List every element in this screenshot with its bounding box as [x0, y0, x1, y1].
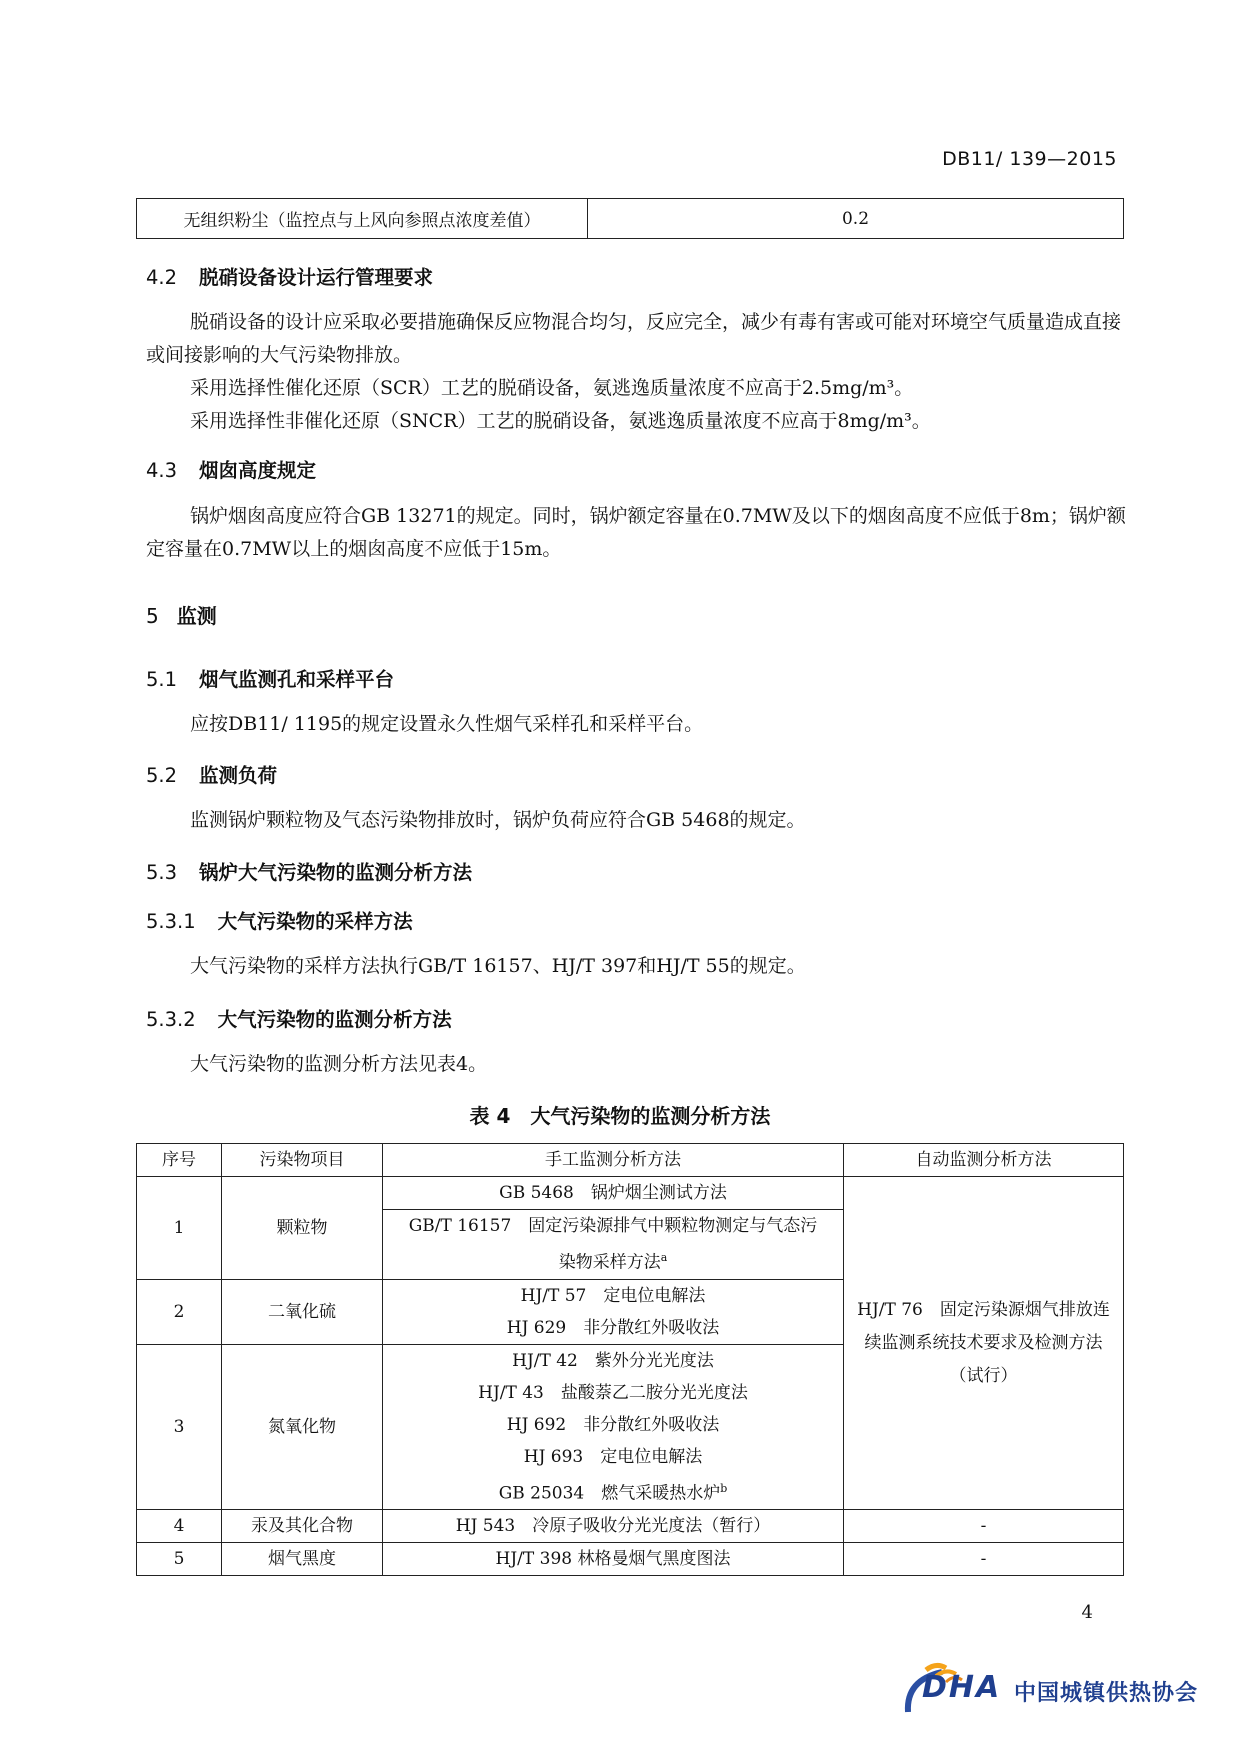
- section-heading-5: [146, 600, 217, 629]
- emission-limit-table-tail: [136, 198, 1124, 239]
- section-title: 脱硝设备设计运行管理要求: [199, 266, 434, 289]
- footnote-mark: b: [720, 1481, 728, 1495]
- paragraph-5-3-2-1: [146, 1048, 1126, 1081]
- section-heading-4-3: [146, 455, 316, 483]
- cell-manual-method: HJ/T 398 林格曼烟气黑度图法: [383, 1543, 844, 1576]
- header-manual-method: 手工监测分析方法: [383, 1144, 844, 1177]
- section-title: 大气污染物的监测分析方法: [217, 1008, 452, 1031]
- cell-manual-method: HJ/T 43 盐酸萘乙二胺分光光度法: [383, 1377, 844, 1409]
- cell-no: 5: [137, 1543, 222, 1576]
- cell-no: 4: [137, 1510, 222, 1543]
- paragraph-text: 大气污染物的监测分析方法见表4。: [190, 1053, 488, 1075]
- paragraph-5-3-1-1: [146, 950, 1126, 983]
- section-heading-5-2: [146, 760, 277, 788]
- method-text: GB 25034 燃气采暖热水炉: [498, 1483, 721, 1504]
- table-cell-item: 无组织粉尘（监控点与上风向参照点浓度差值）: [137, 199, 588, 239]
- section-heading-5-3: [146, 857, 472, 885]
- cell-item: 二氧化硫: [222, 1279, 383, 1344]
- table-row: [137, 1510, 1124, 1543]
- cell-manual-method: [383, 1210, 844, 1280]
- paragraph-text: 采用选择性非催化还原（SNCR）工艺的脱硝设备，氨逃逸质量浓度不应高于8mg/m³。: [190, 410, 931, 432]
- logo-abbreviation: DHA: [922, 1670, 1002, 1705]
- section-title: 监测负荷: [199, 764, 278, 787]
- footnote-mark: a: [660, 1251, 668, 1264]
- paragraph-4-2-2: [146, 372, 1126, 405]
- table-caption: 表 4 大气污染物的监测分析方法: [469, 1104, 771, 1128]
- paragraph-5-1-1: [146, 708, 1126, 741]
- cell-auto-method: -: [844, 1543, 1124, 1576]
- header-item: 污染物项目: [222, 1144, 383, 1177]
- section-number: 4.2: [146, 266, 178, 289]
- cell-item: 汞及其化合物: [222, 1510, 383, 1543]
- section-heading-4-2: [146, 262, 433, 290]
- section-number: 5.3.1: [146, 910, 196, 933]
- paragraph-4-3-1: [146, 500, 1126, 566]
- cell-no: 1: [137, 1177, 222, 1280]
- section-heading-5-1: [146, 664, 394, 692]
- cell-auto-method: HJ/T 76 固定污染源烟气排放连续监测系统技术要求及检测方法（试行）: [844, 1177, 1124, 1510]
- cell-manual-method: HJ 629 非分散红外吸收法: [383, 1312, 844, 1345]
- paragraph-text: 锅炉烟囱高度应符合GB 13271的规定。同时，锅炉额定容量在0.7MW及以下的烟囱高度不应低于8m；锅炉额定容量在0.7MW以上的烟囱高度不应低于15m。: [146, 505, 1126, 560]
- section-number: 5.3: [146, 861, 178, 884]
- method-text: GB/T 16157 固定污染源排气中颗粒物测定与气态污染物采样方法: [408, 1216, 818, 1273]
- cell-manual-method: HJ 543 冷原子吸收分光光度法（暂行）: [383, 1510, 844, 1543]
- page-number: 4: [1081, 1602, 1093, 1623]
- paragraph-text: 监测锅炉颗粒物及气态污染物排放时，锅炉负荷应符合GB 5468的规定。: [190, 809, 806, 831]
- paragraph-text: 采用选择性催化还原（SCR）工艺的脱硝设备，氨逃逸质量浓度不应高于2.5mg/m³。: [190, 377, 914, 399]
- cell-item: 颗粒物: [222, 1177, 383, 1280]
- section-title: 烟气监测孔和采样平台: [199, 668, 395, 691]
- paragraph-text: 应按DB11/ 1195的规定设置永久性烟气采样孔和采样平台。: [190, 713, 704, 735]
- monitoring-method-table: [136, 1143, 1124, 1576]
- section-number: 5.3.2: [146, 1008, 196, 1031]
- paragraph-4-2-3: [146, 405, 1126, 438]
- cell-manual-method: HJ/T 57 定电位电解法: [383, 1279, 844, 1312]
- header-no: 序号: [137, 1144, 222, 1177]
- section-title: 烟囱高度规定: [199, 459, 317, 482]
- paragraph-5-2-1: [146, 804, 1126, 837]
- table-row: [137, 1177, 1124, 1210]
- section-number: 5.2: [146, 764, 178, 787]
- cell-manual-method: HJ/T 42 紫外分光光度法: [383, 1344, 844, 1377]
- section-title: 监测: [176, 604, 217, 628]
- table-header-row: [137, 1144, 1124, 1177]
- logo-org-name: 中国城镇供热协会: [1014, 1681, 1199, 1706]
- cell-item: 氮氧化物: [222, 1344, 383, 1510]
- section-title: 大气污染物的采样方法: [217, 910, 413, 933]
- cell-no: 3: [137, 1344, 222, 1510]
- table-row: [137, 199, 1124, 239]
- cell-no: 2: [137, 1279, 222, 1344]
- section-number: 5.1: [146, 668, 178, 691]
- paragraph-text: 脱硝设备的设计应采取必要措施确保反应物混合均匀，反应完全，减少有毒有害或可能对环境空气质量造成直接或间接影响的大气污染物排放。: [146, 311, 1122, 366]
- cell-auto-method: -: [844, 1510, 1124, 1543]
- cell-manual-method: [383, 1473, 844, 1510]
- section-heading-5-3-1: [146, 906, 413, 934]
- cell-manual-method: HJ 693 定电位电解法: [383, 1441, 844, 1473]
- cell-item: 烟气黑度: [222, 1543, 383, 1576]
- paragraph-4-2-1: [146, 306, 1126, 372]
- section-title: 锅炉大气污染物的监测分析方法: [199, 861, 473, 884]
- header-auto-method: 自动监测分析方法: [844, 1144, 1124, 1177]
- paragraph-text: 大气污染物的采样方法执行GB/T 16157、HJ/T 397和HJ/T 55的规定。: [190, 955, 806, 977]
- cell-manual-method: GB 5468 锅炉烟尘测试方法: [383, 1177, 844, 1210]
- section-number: 4.3: [146, 459, 178, 482]
- section-heading-5-3-2: [146, 1004, 452, 1032]
- section-number: 5: [146, 604, 159, 628]
- table-cell-value: 0.2: [588, 199, 1124, 239]
- standard-code: DB11/ 139—2015: [942, 148, 1117, 170]
- table-row: [137, 1543, 1124, 1576]
- cell-manual-method: HJ 692 非分散红外吸收法: [383, 1409, 844, 1441]
